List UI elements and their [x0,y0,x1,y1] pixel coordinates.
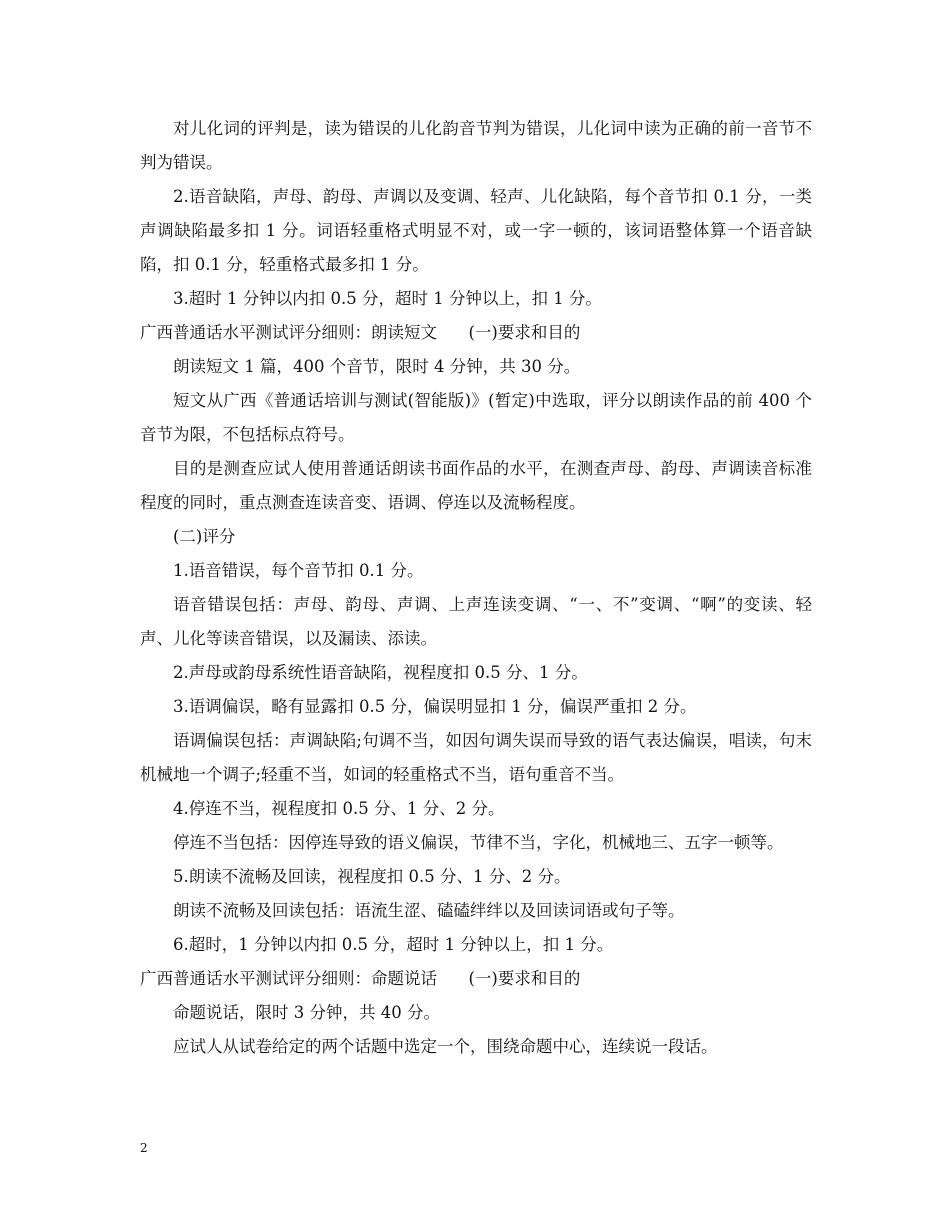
page-number: 2 [140,1141,148,1155]
paragraph-rule-5-detail: 朗读不流畅及回读包括：语流生涩、磕磕绊绊以及回读词语或句子等。 [173,901,685,920]
section-heading-reading: 广西普通话水平测试评分细则：朗读短文 (一)要求和目的 [140,323,581,342]
paragraph-reading-overview: 朗读短文 1 篇，400 个音节，限时 4 分钟，共 30 分。 [173,357,581,376]
paragraph-rule-2: 2.声母或韵母系统性语音缺陷，视程度扣 0.5 分、1 分。 [173,663,588,682]
document-body [140,112,812,1064]
paragraph-erhua-judgement: 对儿化词的评判是，读为错误的儿化韵音节判为错误，儿化词中读为正确的前一音节不判为错误。 [140,119,812,172]
paragraph-reading-source: 短文从广西《普通话培训与测试(智能版)》(暂定)中选取，评分以朗读作品的前 400 个音节为限，不包括标点符号。 [140,391,812,444]
paragraph-speaking-overview: 命题说话，限时 3 分钟，共 40 分。 [173,1003,440,1022]
subheading-scoring: (二)评分 [173,527,236,546]
paragraph-reading-purpose: 目的是测查应试人使用普通话朗读书面作品的水平，在测查声母、韵母、声调读音标准程度的同时，重点测查连读音变、语调、停连以及流畅程度。 [140,459,812,512]
paragraph-rule-3-detail: 语调偏误包括：声调缺陷;句调不当，如因句调失误而导致的语气表达偏误，唱读，句末机械地一个调子;轻重不当，如词的轻重格式不当，语句重音不当。 [140,731,812,784]
paragraph-rule-4: 4.停连不当，视程度扣 0.5 分、1 分、2 分。 [173,799,505,818]
paragraph-rule-3: 3.语调偏误，略有显露扣 0.5 分，偏误明显扣 1 分，偏误严重扣 2 分。 [173,697,697,716]
paragraph-speaking-topic: 应试人从试卷给定的两个话题中选定一个，围绕命题中心，连续说一段话。 [173,1037,718,1056]
paragraph-rule-1-detail: 语音错误包括：声母、韵母、声调、上声连读变调、“一、不”变调、“啊”的变读、轻声、儿化等读音错误，以及漏读、添读。 [140,595,812,648]
paragraph-rule-5: 5.朗读不流畅及回读，视程度扣 0.5 分、1 分、2 分。 [173,867,571,886]
paragraph-overtime-rule-1: 3.超时 1 分钟以内扣 0.5 分，超时 1 分钟以上，扣 1 分。 [173,289,602,308]
section-heading-speaking: 广西普通话水平测试评分细则：命题说话 (一)要求和目的 [140,969,581,988]
paragraph-rule-6: 6.超时，1 分钟以内扣 0.5 分，超时 1 分钟以上，扣 1 分。 [173,935,614,954]
paragraph-rule-1: 1.语音错误，每个音节扣 0.1 分。 [173,561,424,580]
paragraph-rule-4-detail: 停连不当包括：因停连导致的语义偏误，节律不当，字化，机械地三、五字一顿等。 [173,833,784,852]
paragraph-pronunciation-defect: 2.语音缺陷，声母、韵母、声调以及变调、轻声、儿化缺陷，每个音节扣 0.1 分，一类声调缺陷最多扣 1 分。词语轻重格式明显不对，或一字一顿的，该词语整体算一个语音缺陷，扣 0.1 分，轻重格式最多扣 1 分。 [140,187,812,274]
